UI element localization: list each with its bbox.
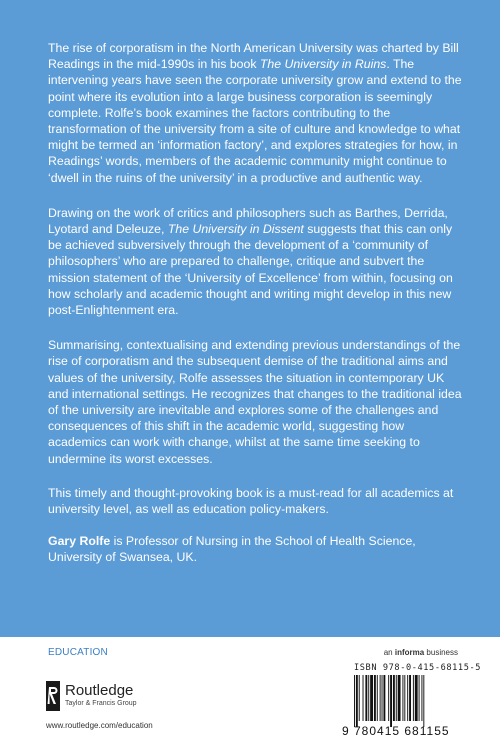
publisher-group: Taylor & Francis Group [65, 700, 137, 707]
blurb-paragraph-3: Summarising, contextualising and extending previous understandings of the rise of corporatism and the subsequent demise of the traditional aims and values of the university, Rolfe assesses the situation in contemporary UK and international settings. He recognizes that changes to the traditional idea of the university are inevitable and explores some of the challenges and consequences of this shift in the academic world, suggesting how academics can work with change, whilst at the same time seeking to undermine its worst excesses. [48, 338, 462, 466]
para2-text-b: suggests that this can only be achieved subversively through the development of a ‘community of philosophers’ who are prepared to challenge, critique and subvert the mission statement of the ‘University of Excellence’ from within, focusing on how scholarly and academic thought and writing might develop in this new post-Enlightenment era. [48, 222, 453, 318]
informa-tagline [384, 648, 458, 657]
author-bio-text: is Professor of Nursing in the School of Health Science, University of Swansea, UK. [48, 534, 416, 565]
author-bio [48, 533, 464, 565]
blurb-paragraph-4: This timely and thought-provoking book is a must-read for all academics at university level, as well as education policy-makers. [48, 485, 454, 517]
book-title-ruins: The University in Ruins [259, 57, 387, 72]
blurb-paragraph-1 [48, 40, 464, 186]
publisher-name: Routledge [65, 682, 134, 699]
book-title-dissent: The University in Dissent [167, 222, 304, 237]
barcode-number: 9 780415 681155 [342, 724, 450, 738]
footer [0, 634, 500, 750]
routledge-r-icon [46, 681, 60, 711]
subject-category: EDUCATION [48, 647, 108, 658]
informa-word: informa [394, 648, 425, 657]
para1-text-a: The rise of corporatism in the North American University was charted by Bill Readings in the mid-1990s in his book [48, 41, 459, 72]
author-name: Gary Rolfe [48, 534, 111, 549]
publisher-url: www.routledge.com/education [46, 721, 153, 730]
barcode-icon [352, 675, 456, 727]
para2-text-a: Drawing on the work of critics and philosophers such as Barthes, Derrida, Lyotard and Deleuze, [48, 205, 448, 237]
informa-suffix: business [424, 648, 458, 657]
footer-rule [0, 634, 500, 637]
isbn-label: ISBN 978-0-415-68115-5 [354, 663, 482, 673]
blurb-text [48, 40, 464, 582]
para1-text-b: . The intervening years have seen the corporate university grow and extend to the point where its evolution into a large business corporation is seemingly complete. Rolfe’s book examines the factors contributing to the transformation of the university from a site of culture and knowledge to what might be termed an ‘information factory’, and explores strategies for how, in Readings’ words, members of the academic community might continue to ‘dwell in the ruins of the university’ in a productive and authentic way. [48, 57, 462, 185]
informa-prefix: an [383, 648, 395, 657]
blurb-paragraph-2 [48, 205, 464, 318]
